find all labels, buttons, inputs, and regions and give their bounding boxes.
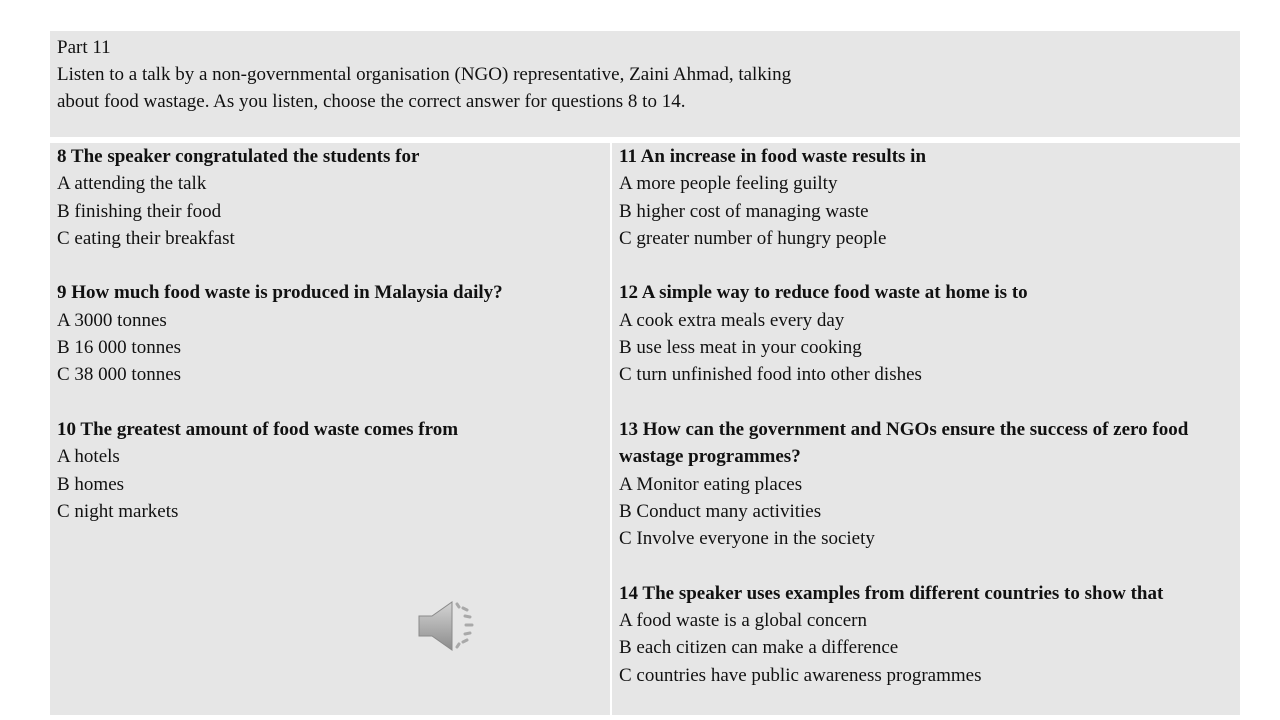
question-13 <box>619 416 1233 552</box>
option-b: B homes <box>57 473 125 495</box>
question-title: 14 The speaker uses examples from different countries to show that <box>619 582 1164 604</box>
question-title: 11 An increase in food waste results in <box>619 146 927 167</box>
question-title: 12 A simple way to reduce food waste at home is to <box>619 282 1028 304</box>
question-title: 13 How can the government and NGOs ensure the success of zero food wastage programmes? <box>619 418 1189 468</box>
option-b: B use less meat in your cooking <box>619 337 862 359</box>
option-c: C countries have public awareness programmes <box>619 664 982 686</box>
right-question-column <box>612 143 1240 715</box>
question-11 <box>619 143 1233 252</box>
question-12 <box>619 279 1233 388</box>
option-a: A more people feeling guilty <box>619 173 838 195</box>
option-a: A 3000 tonnes <box>57 309 167 331</box>
option-c: C Involve everyone in the society <box>619 528 875 550</box>
instructions-line-2: about food wastage. As you listen, choose the correct answer for questions 8 to 14. <box>57 91 686 112</box>
question-title: 9 How much food waste is produced in Malaysia daily? <box>57 282 503 304</box>
speaker-icon[interactable] <box>416 594 480 658</box>
option-b: B 16 000 tonnes <box>57 337 182 359</box>
question-title: 8 The speaker congratulated the students for <box>57 146 420 167</box>
instructions-box <box>50 31 1240 137</box>
option-c: C greater number of hungry people <box>619 227 887 249</box>
option-b: B finishing their food <box>57 200 222 222</box>
question-9 <box>57 279 603 388</box>
question-title: 10 The greatest amount of food waste comes from <box>57 418 459 440</box>
option-a: A hotels <box>57 446 120 468</box>
left-question-column <box>50 143 610 715</box>
option-c: C night markets <box>57 500 179 522</box>
option-b: B each citizen can make a difference <box>619 637 899 659</box>
option-a: A food waste is a global concern <box>619 610 867 632</box>
option-b: B Conduct many activities <box>619 500 822 522</box>
option-c: C turn unfinished food into other dishes <box>619 364 922 386</box>
question-8 <box>57 143 603 252</box>
option-a: A Monitor eating places <box>619 473 803 495</box>
option-a: A attending the talk <box>57 173 207 195</box>
part-title: Part 11 <box>57 37 111 58</box>
question-10 <box>57 416 603 525</box>
option-a: A cook extra meals every day <box>619 309 845 331</box>
option-c: C eating their breakfast <box>57 227 235 249</box>
option-c: C 38 000 tonnes <box>57 364 182 386</box>
question-14 <box>619 580 1233 689</box>
instructions-line-1: Listen to a talk by a non-governmental organisation (NGO) representative, Zaini Ahmad, talking <box>57 64 792 85</box>
option-b: B higher cost of managing waste <box>619 200 869 222</box>
